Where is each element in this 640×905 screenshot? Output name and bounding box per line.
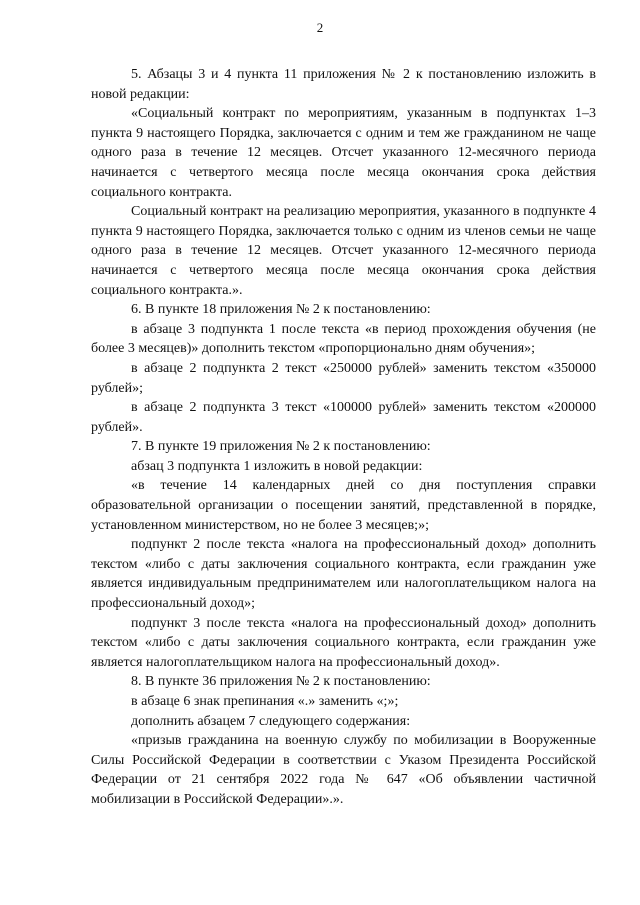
paragraph-item-7-quote: «в течение 14 календарных дней со дня поступления справки образовательной организации о посещении занятий, представленной в порядке, установленном министерством, но не более 3 месяцев;»; bbox=[91, 478, 596, 533]
paragraph-item-7-sub-2: подпункт 2 после текста «налога на профессиональный доход» дополнить текстом «либо с даты заключения социального контракта, если гражданин уже является индивидуальным предпринимателем или налогоплательщиком налога на профессиональный доход»; bbox=[91, 537, 596, 612]
paragraph-item-7-sub-3: подпункт 3 после текста «налога на профессиональный доход» дополнить текстом «либо с даты заключения социального контракта, если гражданин уже является налогоплательщиком налога на профессиональный доход». bbox=[91, 615, 596, 670]
paragraph-item-6-heading: 6. В пункте 18 приложения № 2 к постановлению: bbox=[131, 302, 431, 318]
paragraph-quote-contract-1: «Социальный контракт по мероприятиям, указанным в подпунктах 1–3 пункта 9 настоящего Порядка, заключается с одним и тем же гражданином не чаще одного раза в течение 12 месяцев. Отсчет указанного 12-месячного периода начинается с четвертого месяца после месяца окончания срока действия социального контракта. bbox=[91, 106, 596, 200]
paragraph-item-6-sub-1: в абзаце 3 подпункта 1 после текста «в период прохождения обучения (не более 3 месяцев)» дополнить текстом «пропорционально дням обучения»; bbox=[91, 321, 596, 357]
paragraph-item-6-sub-3: в абзаце 2 подпункта 3 текст «100000 рублей» заменить текстом «200000 рублей». bbox=[91, 400, 596, 435]
paragraph-item-8-quote: «призыв гражданина на военную службу по мобилизации в Вооруженные Силы Российской Федерации в соответствии с Указом Президента Российской Федерации от 21 сентября 2022 года № 647 «Об объявлении частичной мобилизации в Российской Федерации».». bbox=[91, 733, 596, 807]
paragraph-item-8-sub-2: дополнить абзацем 7 следующего содержания: bbox=[131, 713, 411, 729]
paragraph-item-8-sub-1: в абзаце 6 знак препинания «.» заменить «;»; bbox=[131, 694, 399, 709]
document-body bbox=[91, 65, 596, 810]
paragraph-item-8-heading: 8. В пункте 36 приложения № 2 к постановлению: bbox=[131, 674, 431, 690]
paragraph-item-5-heading: 5. Абзацы 3 и 4 пункта 11 приложения № 2 к постановлению изложить в новой редакции: bbox=[91, 67, 596, 102]
paragraph-item-6-sub-2: в абзаце 2 подпункта 2 текст «250000 рублей» заменить текстом «350000 рублей»; bbox=[91, 360, 596, 396]
page-number: 2 bbox=[316, 20, 324, 35]
paragraph-item-7-sub-1: абзац 3 подпункта 1 изложить в новой редакции: bbox=[131, 458, 423, 474]
paragraph-item-7-heading: 7. В пункте 19 приложения № 2 к постановлению: bbox=[131, 439, 431, 455]
paragraph-quote-contract-2: Социальный контракт на реализацию мероприятия, указанного в подпункте 4 пункта 9 настоящего Порядка, заключается только с одним из членов семьи не чаще одного раза в течение 12 месяцев. Отсчет указанного 12-месячного периода начинается с четвертого месяца после месяца окончания срока действия социального контракта.». bbox=[91, 204, 596, 298]
